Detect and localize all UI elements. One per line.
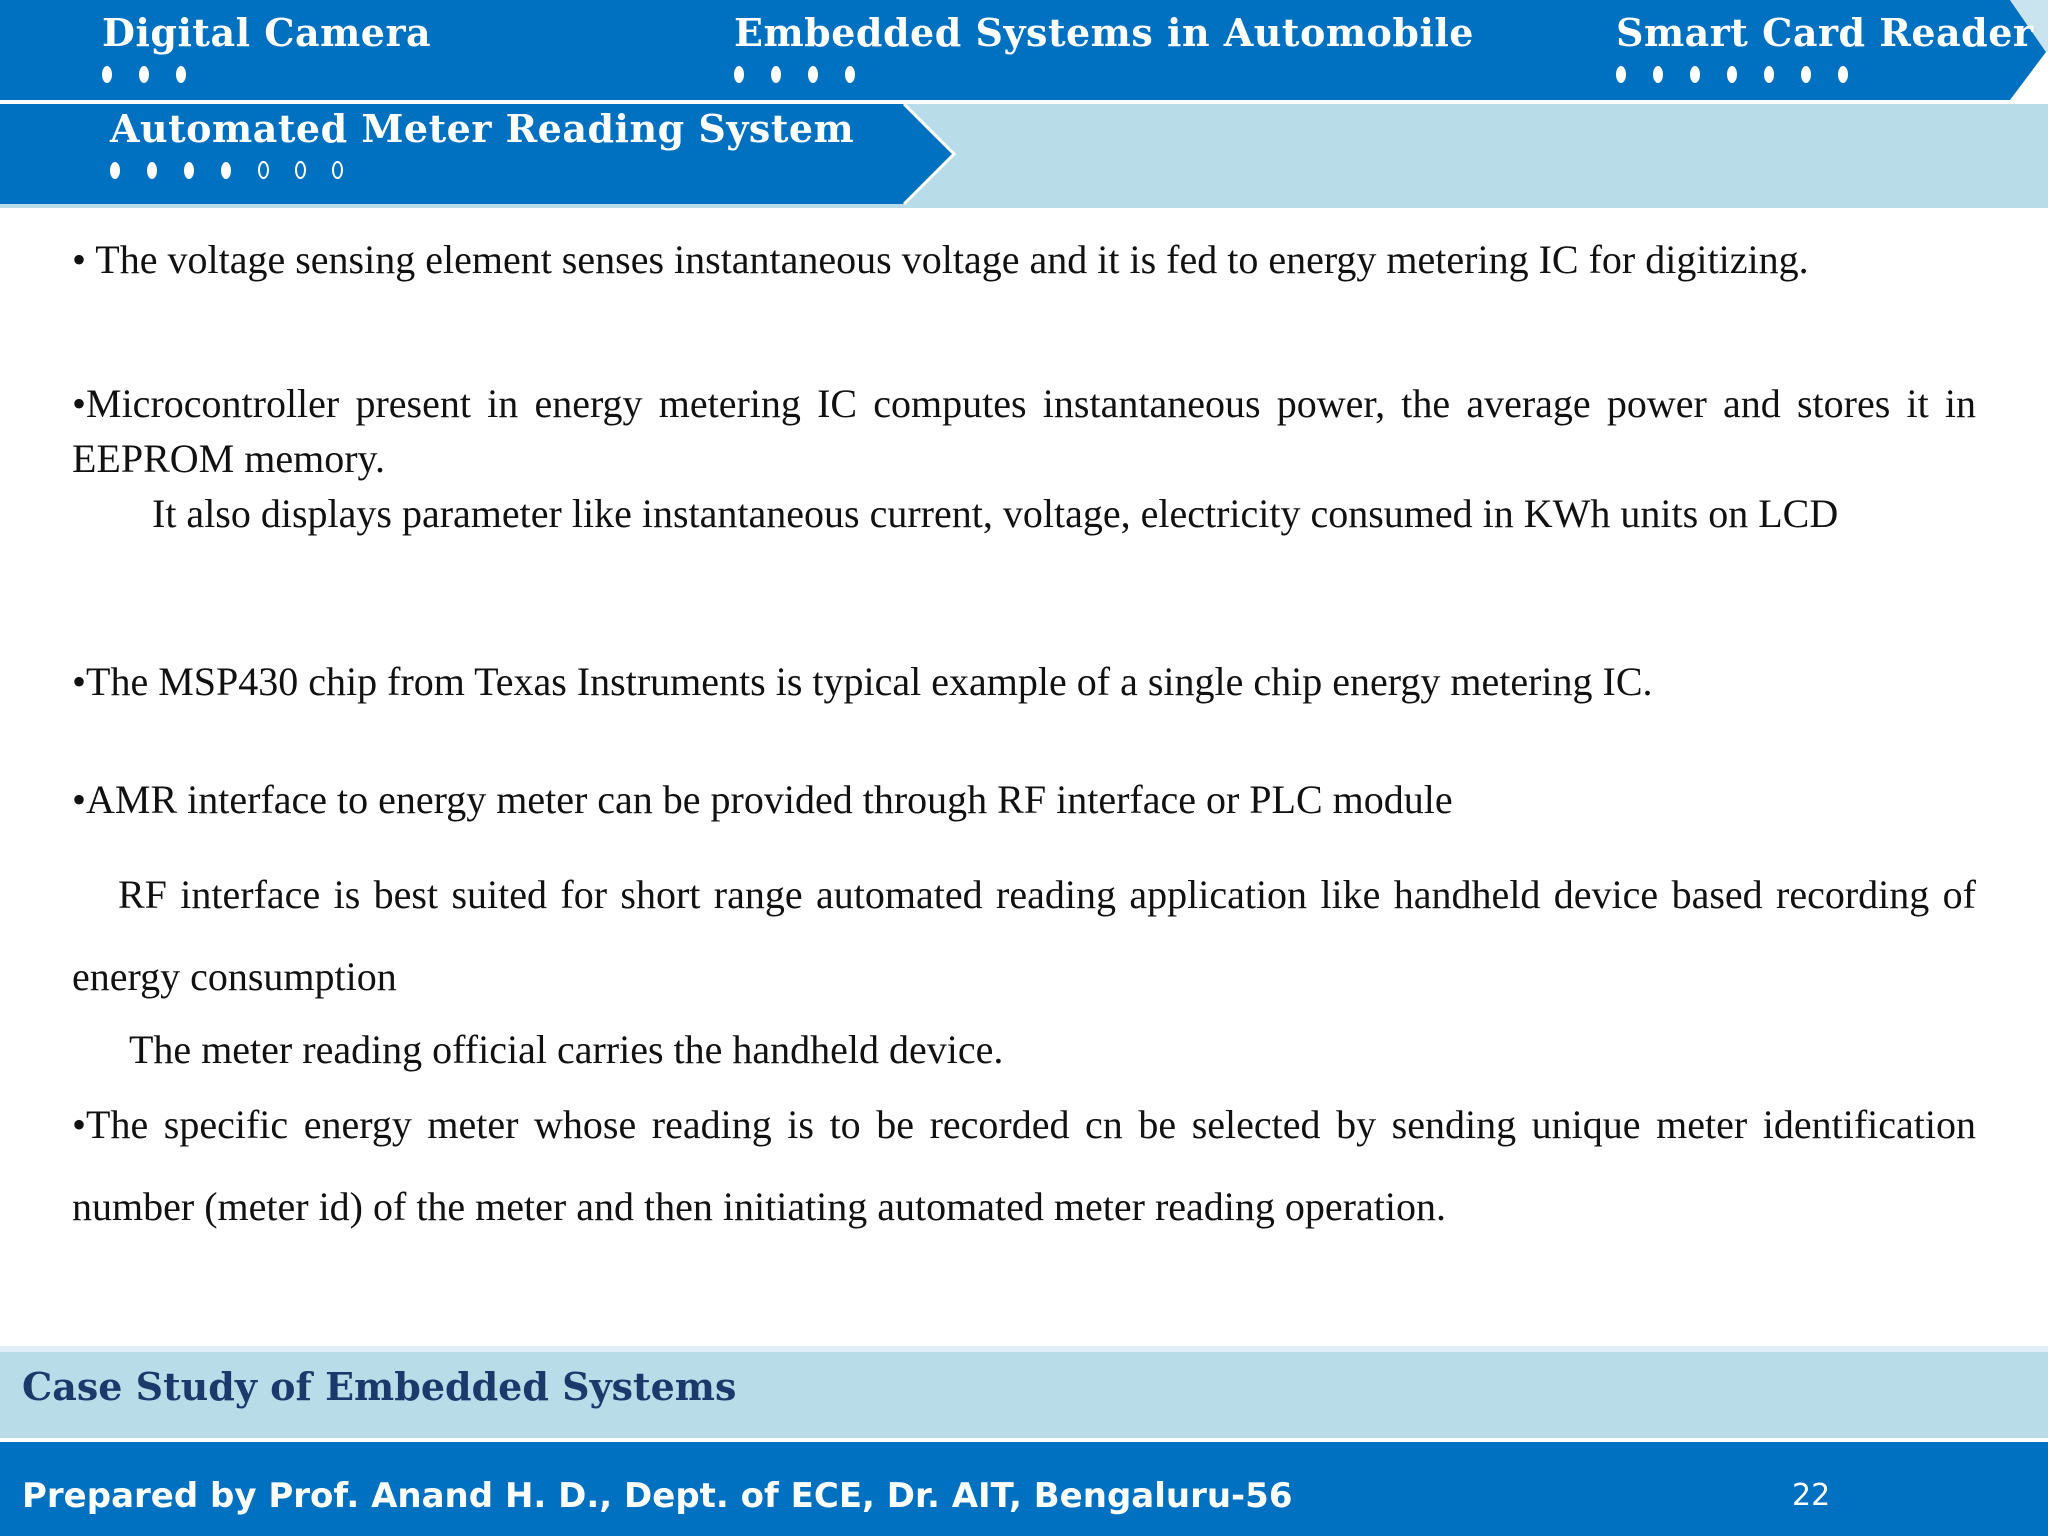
progress-dot-upcoming[interactable] <box>258 154 295 186</box>
progress-dot[interactable] <box>1764 58 1801 90</box>
progress-dot[interactable] <box>734 58 771 90</box>
progress-dots <box>102 58 431 90</box>
progress-dot[interactable] <box>139 58 176 90</box>
nav-section-smart-card-reader[interactable] <box>1616 12 2033 90</box>
bullet-microcontroller: •Microcontroller present in energy metering IC computes instantaneous power, the average power and stores it in EEPROM memory. <box>72 381 1976 481</box>
progress-dot[interactable] <box>845 58 882 90</box>
sub-text-rf-interface: RF interface is best suited for short range automated reading application like handheld device based recording of energy consumption <box>72 872 1976 999</box>
progress-dot[interactable] <box>1801 58 1838 90</box>
bullet-amr-interface: •AMR interface to energy meter can be provided through RF interface or PLC module <box>72 777 1453 822</box>
nav-section-digital-camera[interactable] <box>102 12 431 90</box>
progress-dot[interactable] <box>1690 58 1727 90</box>
progress-dot-current[interactable] <box>221 154 258 186</box>
progress-dots <box>110 154 854 186</box>
current-section-label: Automated Meter Reading System <box>110 106 855 151</box>
progress-dot[interactable] <box>1838 58 1875 90</box>
bullet-msp430: •The MSP430 chip from Texas Instruments is typical example of a single chip energy metering IC. <box>72 659 1653 704</box>
progress-dot-upcoming[interactable] <box>332 154 369 186</box>
page-number: 22 <box>1792 1478 1831 1513</box>
nav-section-embedded-automobile[interactable] <box>734 12 1474 90</box>
nav-section-label: Digital Camera <box>102 10 432 55</box>
progress-dots <box>734 58 1474 90</box>
nav-section-label: Embedded Systems in Automobile <box>734 10 1474 55</box>
progress-dot[interactable] <box>1653 58 1690 90</box>
bullet-specific-meter: •The specific energy meter whose reading is to be recorded cn be selected by sending unique meter identification number (meter id) of the meter and then initiating automated meter reading operation. <box>72 1102 1976 1229</box>
progress-dot[interactable] <box>184 154 221 186</box>
sub-text-display: It also displays parameter like instantaneous current, voltage, electricity consumed in KWh units on LCD <box>152 491 1839 536</box>
bullet-voltage-sensing: • The voltage sensing element senses instantaneous voltage and it is fed to energy metering IC for digitizing. <box>72 237 1809 282</box>
progress-dot[interactable] <box>147 154 184 186</box>
progress-dot[interactable] <box>771 58 808 90</box>
progress-dot[interactable] <box>110 154 147 186</box>
footer-credit: Prepared by Prof. Anand H. D., Dept. of ECE, Dr. AIT, Bengaluru-56 <box>22 1476 1293 1516</box>
progress-dot[interactable] <box>808 58 845 90</box>
progress-dot-upcoming[interactable] <box>295 154 332 186</box>
progress-dot[interactable] <box>1727 58 1764 90</box>
nav-section-label: Smart Card Reader <box>1616 10 2034 55</box>
footer-title: Case Study of Embedded Systems <box>22 1364 737 1409</box>
progress-dot[interactable] <box>176 58 213 90</box>
sub-text-meter-official: The meter reading official carries the handheld device. <box>129 1027 1004 1072</box>
progress-dot[interactable] <box>102 58 139 90</box>
nav-section-automated-meter-reading[interactable] <box>110 108 854 186</box>
progress-dots <box>1616 58 2033 90</box>
progress-dot[interactable] <box>1616 58 1653 90</box>
